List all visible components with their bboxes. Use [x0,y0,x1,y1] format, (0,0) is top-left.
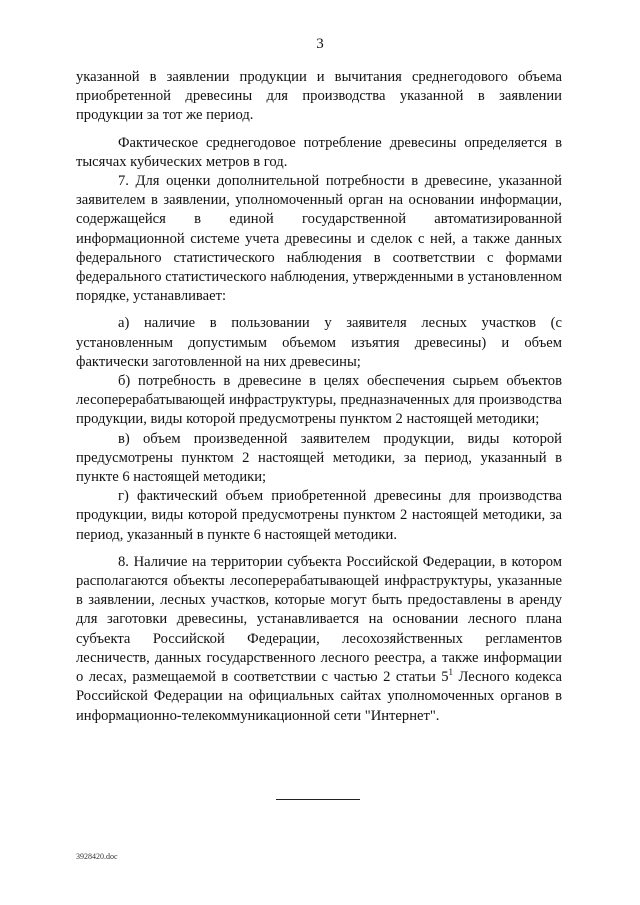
article-superscript: 1 [448,667,454,678]
document-body [76,68,562,726]
paragraph-subitem-a: а) наличие в пользовании у заявителя лесных участков (с установленным допустимым объемом изъятия древесины) и объем фактически заготовленной на них древесины; [76,315,562,370]
page-number: 3 [316,36,324,52]
paragraph-subitem-v: в) объем произведенной заявителем продукции, виды которой предусмотрены пунктом 2 настоящей методики, за период, указанный в пункте 6 настоящей методики; [76,430,562,486]
paragraph-continuation: указанной в заявлении продукции и вычитания среднегодового объема приобретенной древесины для производства указанной в заявлении продукции за тот же период. [76,69,562,124]
paragraph-subitem-b: б) потребность в древесине в целях обеспечения сырьем объектов лесоперерабатывающей инфраструктуры, предназначенных для производства продукции, виды которой предусмотрены пунктом 2 настоящей методики; [76,373,562,428]
item-8-text-start: 8. Наличие на территории субъекта Российской Федерации, в котором располагаются объекты лесоперерабатывающей инфраструктуры, указанные в заявлении, лесных участков, которые могут быть предоставлены в аренду для заготовки древесины, устанавливается на основании лесного плана субъекта Российской Федерации, лесохозяйственных регламентов лесничеств, данных государственного лесного реестра, а также информации о лесах, размещаемой в соответствии с частью 2 статьи 5 [76,553,562,686]
paragraph-average-consumption: Фактическое среднегодовое потребление древесины определяется в тысячах кубических метров в год. [76,134,562,170]
item-8-text-end: Лесного кодекса Российской Федерации на официальных сайтах уполномоченных органов в информационно-телекоммуникационной сети "Интернет". [76,669,562,724]
paragraph-item-7: 7. Для оценки дополнительной потребности в древесине, указанной заявителем в заявлении, уполномоченный орган на основании информации, содержащейся в единой государственной автоматизированной информационной системе учета древесины и сделок с ней, а также данных федерального статистического наблюдения в соответствии с формами федерального статистического наблюдения, утвержденными в установленном порядке, устанавливает: [76,173,562,305]
end-of-text-line [276,799,360,800]
paragraph-item-8 [76,553,562,726]
document-file-code: 3928420.doc [76,852,118,861]
paragraph-subitem-g: г) фактический объем приобретенной древесины для производства продукции, виды которой предусмотрены пунктом 2 настоящей методики, за период, указанный в пункте 6 настоящей методики. [76,488,562,543]
